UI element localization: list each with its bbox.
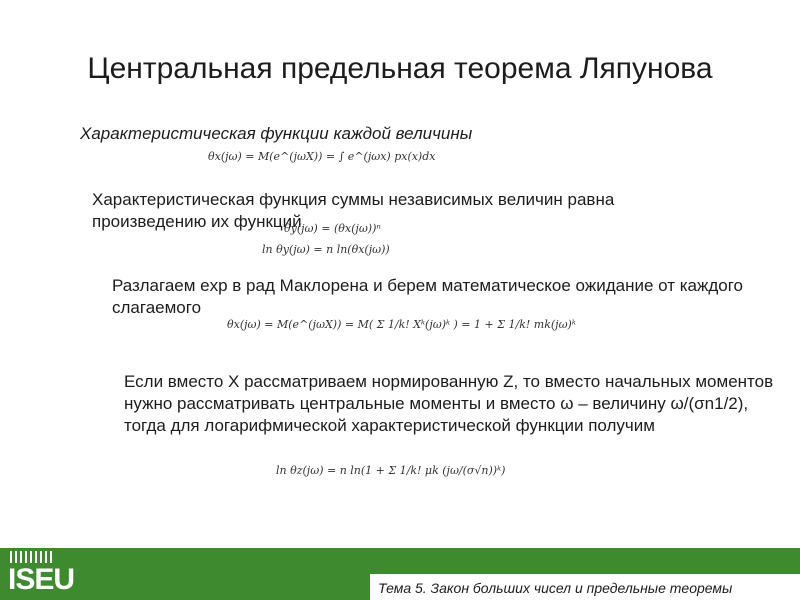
formula-sum xyxy=(262,222,390,256)
paragraph-maclaurin: Разлагаем exp в рад Маклорена и берем математическое ожидание от каждого слагаемого xyxy=(112,276,744,317)
isei-logo xyxy=(6,551,75,597)
formula-text: θx(jω) = M(e^(jωX)) = M( Σ 1/k! Xᵏ(jω)ᵏ ) = 1 + Σ 1/k! mk(jω)ᵏ xyxy=(227,318,576,331)
formula-log-char xyxy=(276,464,505,477)
paragraph-sum-function: Характеристическая функция суммы независимых величин равна произведению их функций xyxy=(92,190,615,231)
formula-maclaurin xyxy=(227,318,576,331)
paragraph-normalized: Если вместо X рассматриваем нормированную Z, то вместо начальных моментов нужно рассматривать центральные моменты и вместо ω – величину ω/(σn1/2), тогда для логарифмической характеристической функции получим xyxy=(124,372,774,435)
slide-title: Центральная предельная теорема Ляпунова xyxy=(87,52,713,85)
formula-sum-power: θy(jω) = (θx(jω))ⁿ xyxy=(284,222,381,235)
formula-text: ln θz(jω) = n ln(1 + Σ 1/k! μk (jω/(σ√n))ᵏ) xyxy=(276,464,506,477)
formula-char-function xyxy=(208,150,435,163)
formula-text: θx(jω) = M(e^(jωX)) = ∫ e^(jωx) px(x)dx xyxy=(208,150,436,163)
logo-text: ISEU xyxy=(8,563,75,596)
formula-sum-log: ln θy(jω) = n ln(θx(jω)) xyxy=(262,243,390,256)
paragraph-char-function: Характеристическая функции каждой величины xyxy=(80,124,473,143)
footer-topic: Тема 5. Закон больших чисел и предельные теоремы xyxy=(378,580,733,596)
